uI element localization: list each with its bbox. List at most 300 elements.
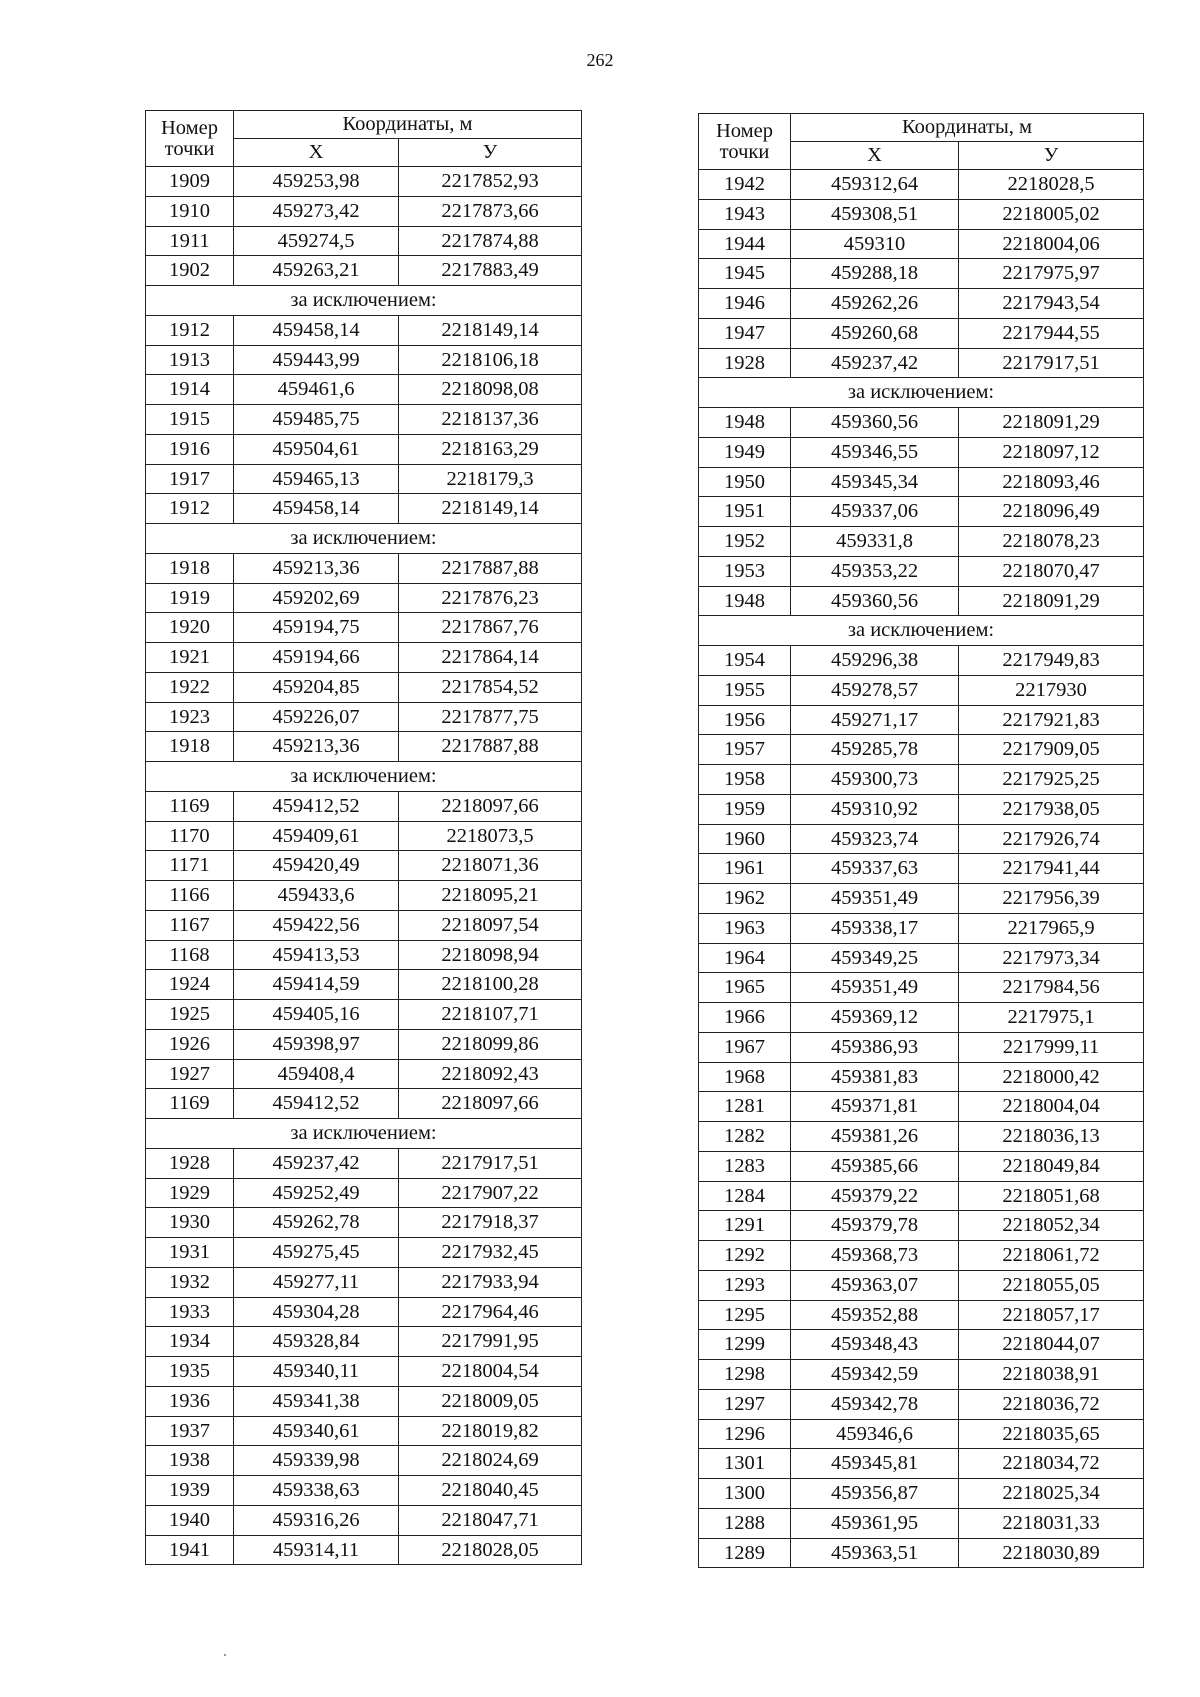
table-row xyxy=(699,348,1144,378)
table-row xyxy=(699,259,1144,289)
table-row xyxy=(699,467,1144,497)
y-coordinate-cell: 2217975,97 xyxy=(959,259,1144,289)
y-coordinate-cell: 2217864,14 xyxy=(399,643,582,673)
point-number-cell: 1921 xyxy=(146,643,234,673)
table-row xyxy=(699,1360,1144,1390)
table-row xyxy=(146,1327,582,1357)
table-row xyxy=(699,735,1144,765)
y-coordinate-cell: 2218073,5 xyxy=(399,821,582,851)
point-number-cell: 1299 xyxy=(699,1330,791,1360)
y-coordinate-cell: 2217876,23 xyxy=(399,583,582,613)
header-y: У xyxy=(959,142,1144,170)
header-point-label: точки xyxy=(164,137,215,160)
y-coordinate-cell: 2218106,18 xyxy=(399,345,582,375)
table-row xyxy=(146,1029,582,1059)
header-x: X xyxy=(791,142,959,170)
x-coordinate-cell: 459361,95 xyxy=(791,1508,959,1538)
point-number-cell: 1167 xyxy=(146,910,234,940)
point-number-cell: 1916 xyxy=(146,434,234,464)
x-coordinate-cell: 459386,93 xyxy=(791,1032,959,1062)
x-coordinate-cell: 459310 xyxy=(791,229,959,259)
y-coordinate-cell: 2218163,29 xyxy=(399,434,582,464)
x-coordinate-cell: 459338,17 xyxy=(791,913,959,943)
point-number-cell: 1948 xyxy=(699,408,791,438)
point-number-cell: 1959 xyxy=(699,794,791,824)
table-row xyxy=(146,315,582,345)
x-coordinate-cell: 459379,22 xyxy=(791,1181,959,1211)
y-coordinate-cell: 2218107,71 xyxy=(399,1000,582,1030)
point-number-cell: 1169 xyxy=(146,791,234,821)
x-coordinate-cell: 459363,51 xyxy=(791,1538,959,1568)
point-number-cell: 1281 xyxy=(699,1092,791,1122)
y-coordinate-cell: 2217932,45 xyxy=(399,1238,582,1268)
point-number-cell: 1931 xyxy=(146,1238,234,1268)
table-row xyxy=(699,646,1144,676)
x-coordinate-cell: 459342,78 xyxy=(791,1389,959,1419)
x-coordinate-cell: 459408,4 xyxy=(234,1059,399,1089)
table-row xyxy=(699,824,1144,854)
y-coordinate-cell: 2218040,45 xyxy=(399,1476,582,1506)
point-number-cell: 1965 xyxy=(699,973,791,1003)
point-number-cell: 1930 xyxy=(146,1208,234,1238)
table-row xyxy=(146,345,582,375)
y-coordinate-cell: 2217926,74 xyxy=(959,824,1144,854)
point-number-cell: 1927 xyxy=(146,1059,234,1089)
point-number-cell: 1297 xyxy=(699,1389,791,1419)
table-row xyxy=(699,973,1144,1003)
y-coordinate-cell: 2218031,33 xyxy=(959,1508,1144,1538)
x-coordinate-cell: 459271,17 xyxy=(791,705,959,735)
y-coordinate-cell: 2218097,66 xyxy=(399,1089,582,1119)
header-y: У xyxy=(399,139,582,167)
header-number-label: Номер xyxy=(161,117,218,139)
y-coordinate-cell: 2218099,86 xyxy=(399,1029,582,1059)
y-coordinate-cell: 2218093,46 xyxy=(959,467,1144,497)
x-coordinate-cell: 459458,14 xyxy=(234,494,399,524)
y-coordinate-cell: 2218019,82 xyxy=(399,1416,582,1446)
table-row xyxy=(699,170,1144,200)
exclusion-label: за исключением: xyxy=(146,286,582,316)
table-row xyxy=(146,553,582,583)
exclusion-row xyxy=(146,762,582,792)
x-coordinate-cell: 459420,49 xyxy=(234,851,399,881)
x-coordinate-cell: 459277,11 xyxy=(234,1267,399,1297)
table-row xyxy=(699,1241,1144,1271)
table-row xyxy=(699,854,1144,884)
y-coordinate-cell: 2217917,51 xyxy=(959,348,1144,378)
y-coordinate-cell: 2218095,21 xyxy=(399,881,582,911)
point-number-cell: 1966 xyxy=(699,1003,791,1033)
point-number-cell: 1928 xyxy=(146,1148,234,1178)
y-coordinate-cell: 2218036,13 xyxy=(959,1122,1144,1152)
y-coordinate-cell: 2218005,02 xyxy=(959,199,1144,229)
y-coordinate-cell: 2217873,66 xyxy=(399,196,582,226)
table-row xyxy=(146,1267,582,1297)
table-row xyxy=(699,1479,1144,1509)
table-row xyxy=(699,765,1144,795)
table-row xyxy=(146,167,582,197)
table-row xyxy=(146,613,582,643)
x-coordinate-cell: 459273,42 xyxy=(234,196,399,226)
table-row xyxy=(146,821,582,851)
point-number-cell: 1928 xyxy=(699,348,791,378)
x-coordinate-cell: 459339,98 xyxy=(234,1446,399,1476)
table-row xyxy=(146,940,582,970)
table-row xyxy=(146,1476,582,1506)
x-coordinate-cell: 459360,56 xyxy=(791,408,959,438)
y-coordinate-cell: 2217887,88 xyxy=(399,553,582,583)
point-number-cell: 1956 xyxy=(699,705,791,735)
table-row xyxy=(146,910,582,940)
y-coordinate-cell: 2217933,94 xyxy=(399,1267,582,1297)
point-number-cell: 1915 xyxy=(146,405,234,435)
table-row xyxy=(699,437,1144,467)
x-coordinate-cell: 459340,61 xyxy=(234,1416,399,1446)
y-coordinate-cell: 2218096,49 xyxy=(959,497,1144,527)
x-coordinate-cell: 459368,73 xyxy=(791,1241,959,1271)
point-number-cell: 1168 xyxy=(146,940,234,970)
exclusion-row xyxy=(146,1119,582,1149)
y-coordinate-cell: 2218091,29 xyxy=(959,408,1144,438)
y-coordinate-cell: 2217943,54 xyxy=(959,289,1144,319)
y-coordinate-cell: 2217854,52 xyxy=(399,672,582,702)
x-coordinate-cell: 459381,83 xyxy=(791,1062,959,1092)
point-number-cell: 1938 xyxy=(146,1446,234,1476)
x-coordinate-cell: 459312,64 xyxy=(791,170,959,200)
point-number-cell: 1922 xyxy=(146,672,234,702)
point-number-cell: 1301 xyxy=(699,1449,791,1479)
table-row xyxy=(699,1211,1144,1241)
point-number-cell: 1283 xyxy=(699,1151,791,1181)
point-number-cell: 1298 xyxy=(699,1360,791,1390)
x-coordinate-cell: 459342,59 xyxy=(791,1360,959,1390)
point-number-cell: 1940 xyxy=(146,1505,234,1535)
table-row xyxy=(699,794,1144,824)
table-row xyxy=(146,1416,582,1446)
point-number-cell: 1914 xyxy=(146,375,234,405)
header-point-number xyxy=(699,114,791,170)
header-x: X xyxy=(234,139,399,167)
point-number-cell: 1943 xyxy=(699,199,791,229)
header-row xyxy=(699,114,1144,142)
point-number-cell: 1935 xyxy=(146,1357,234,1387)
point-number-cell: 1911 xyxy=(146,226,234,256)
point-number-cell: 1932 xyxy=(146,1267,234,1297)
y-coordinate-cell: 2217956,39 xyxy=(959,884,1144,914)
table-row xyxy=(146,1297,582,1327)
x-coordinate-cell: 459465,13 xyxy=(234,464,399,494)
y-coordinate-cell: 2218030,89 xyxy=(959,1538,1144,1568)
point-number-cell: 1910 xyxy=(146,196,234,226)
y-coordinate-cell: 2218052,34 xyxy=(959,1211,1144,1241)
y-coordinate-cell: 2218057,17 xyxy=(959,1300,1144,1330)
table-row xyxy=(699,497,1144,527)
y-coordinate-cell: 2217938,05 xyxy=(959,794,1144,824)
point-number-cell: 1912 xyxy=(146,494,234,524)
x-coordinate-cell: 459323,74 xyxy=(791,824,959,854)
y-coordinate-cell: 2217907,22 xyxy=(399,1178,582,1208)
table-row xyxy=(699,318,1144,348)
x-coordinate-cell: 459202,69 xyxy=(234,583,399,613)
point-number-cell: 1929 xyxy=(146,1178,234,1208)
point-number-cell: 1289 xyxy=(699,1538,791,1568)
table-row xyxy=(146,702,582,732)
table-row xyxy=(146,1089,582,1119)
point-number-cell: 1291 xyxy=(699,1211,791,1241)
y-coordinate-cell: 2218097,54 xyxy=(399,910,582,940)
point-number-cell: 1955 xyxy=(699,675,791,705)
x-coordinate-cell: 459296,38 xyxy=(791,646,959,676)
exclusion-row xyxy=(146,524,582,554)
point-number-cell: 1968 xyxy=(699,1062,791,1092)
x-coordinate-cell: 459346,6 xyxy=(791,1419,959,1449)
table-row xyxy=(699,1300,1144,1330)
x-coordinate-cell: 459253,98 xyxy=(234,167,399,197)
table-row xyxy=(146,1148,582,1178)
table-row xyxy=(699,943,1144,973)
header-coordinates: Координаты, м xyxy=(791,114,1144,142)
table-row xyxy=(699,1330,1144,1360)
y-coordinate-cell: 2218070,47 xyxy=(959,556,1144,586)
x-coordinate-cell: 459331,8 xyxy=(791,527,959,557)
point-number-cell: 1920 xyxy=(146,613,234,643)
x-coordinate-cell: 459379,78 xyxy=(791,1211,959,1241)
y-coordinate-cell: 2218091,29 xyxy=(959,586,1144,616)
x-coordinate-cell: 459213,36 xyxy=(234,732,399,762)
y-coordinate-cell: 2217964,46 xyxy=(399,1297,582,1327)
x-coordinate-cell: 459363,07 xyxy=(791,1270,959,1300)
y-coordinate-cell: 2218004,54 xyxy=(399,1357,582,1387)
y-coordinate-cell: 2217973,34 xyxy=(959,943,1144,973)
point-number-cell: 1284 xyxy=(699,1181,791,1211)
point-number-cell: 1170 xyxy=(146,821,234,851)
x-coordinate-cell: 459405,16 xyxy=(234,1000,399,1030)
page-number: 262 xyxy=(586,50,614,70)
table-row xyxy=(146,226,582,256)
x-coordinate-cell: 459412,52 xyxy=(234,1089,399,1119)
x-coordinate-cell: 459371,81 xyxy=(791,1092,959,1122)
x-coordinate-cell: 459262,78 xyxy=(234,1208,399,1238)
y-coordinate-cell: 2218025,34 xyxy=(959,1479,1144,1509)
table-row xyxy=(146,970,582,1000)
x-coordinate-cell: 459443,99 xyxy=(234,345,399,375)
table-row xyxy=(699,675,1144,705)
table-row xyxy=(699,1449,1144,1479)
y-coordinate-cell: 2217944,55 xyxy=(959,318,1144,348)
x-coordinate-cell: 459356,87 xyxy=(791,1479,959,1509)
table-row xyxy=(146,672,582,702)
x-coordinate-cell: 459409,61 xyxy=(234,821,399,851)
point-number-cell: 1941 xyxy=(146,1535,234,1565)
point-number-cell: 1950 xyxy=(699,467,791,497)
point-number-cell: 1933 xyxy=(146,1297,234,1327)
table-row xyxy=(146,375,582,405)
x-coordinate-cell: 459252,49 xyxy=(234,1178,399,1208)
table-row xyxy=(699,1419,1144,1449)
table-row xyxy=(699,1003,1144,1033)
table-row xyxy=(699,1122,1144,1152)
y-coordinate-cell: 2218004,04 xyxy=(959,1092,1144,1122)
point-number-cell: 1961 xyxy=(699,854,791,884)
table-row xyxy=(146,1505,582,1535)
table-row xyxy=(146,405,582,435)
point-number-cell: 1945 xyxy=(699,259,791,289)
x-coordinate-cell: 459237,42 xyxy=(791,348,959,378)
x-coordinate-cell: 459304,28 xyxy=(234,1297,399,1327)
y-coordinate-cell: 2218004,06 xyxy=(959,229,1144,259)
x-coordinate-cell: 459381,26 xyxy=(791,1122,959,1152)
x-coordinate-cell: 459194,66 xyxy=(234,643,399,673)
x-coordinate-cell: 459237,42 xyxy=(234,1148,399,1178)
table-row xyxy=(146,583,582,613)
y-coordinate-cell: 2218051,68 xyxy=(959,1181,1144,1211)
y-coordinate-cell: 2217984,56 xyxy=(959,973,1144,1003)
point-number-cell: 1958 xyxy=(699,765,791,795)
x-coordinate-cell: 459316,26 xyxy=(234,1505,399,1535)
y-coordinate-cell: 2217883,49 xyxy=(399,256,582,286)
x-coordinate-cell: 459278,57 xyxy=(791,675,959,705)
point-number-cell: 1924 xyxy=(146,970,234,1000)
x-coordinate-cell: 459351,49 xyxy=(791,884,959,914)
table-row xyxy=(146,732,582,762)
point-number-cell: 1912 xyxy=(146,315,234,345)
table-row xyxy=(146,881,582,911)
table-row xyxy=(699,1538,1144,1568)
table-row xyxy=(699,1092,1144,1122)
y-coordinate-cell: 2217917,51 xyxy=(399,1148,582,1178)
x-coordinate-cell: 459328,84 xyxy=(234,1327,399,1357)
point-number-cell: 1944 xyxy=(699,229,791,259)
x-coordinate-cell: 459263,21 xyxy=(234,256,399,286)
y-coordinate-cell: 2217991,95 xyxy=(399,1327,582,1357)
x-coordinate-cell: 459226,07 xyxy=(234,702,399,732)
coordinates-table-left xyxy=(145,110,582,1565)
y-coordinate-cell: 2218049,84 xyxy=(959,1151,1144,1181)
point-number-cell: 1293 xyxy=(699,1270,791,1300)
x-coordinate-cell: 459310,92 xyxy=(791,794,959,824)
x-coordinate-cell: 459360,56 xyxy=(791,586,959,616)
point-number-cell: 1169 xyxy=(146,1089,234,1119)
x-coordinate-cell: 459422,56 xyxy=(234,910,399,940)
point-number-cell: 1296 xyxy=(699,1419,791,1449)
x-coordinate-cell: 459351,49 xyxy=(791,973,959,1003)
x-coordinate-cell: 459300,73 xyxy=(791,765,959,795)
table-row xyxy=(146,256,582,286)
x-coordinate-cell: 459275,45 xyxy=(234,1238,399,1268)
point-number-cell: 1300 xyxy=(699,1479,791,1509)
exclusion-label: за исключением: xyxy=(699,616,1144,646)
scan-speck xyxy=(224,1654,226,1656)
x-coordinate-cell: 459349,25 xyxy=(791,943,959,973)
x-coordinate-cell: 459345,34 xyxy=(791,467,959,497)
y-coordinate-cell: 2218044,07 xyxy=(959,1330,1144,1360)
x-coordinate-cell: 459260,68 xyxy=(791,318,959,348)
y-coordinate-cell: 2218034,72 xyxy=(959,1449,1144,1479)
point-number-cell: 1282 xyxy=(699,1122,791,1152)
x-coordinate-cell: 459340,11 xyxy=(234,1357,399,1387)
x-coordinate-cell: 459413,53 xyxy=(234,940,399,970)
table-row xyxy=(699,229,1144,259)
point-number-cell: 1962 xyxy=(699,884,791,914)
point-number-cell: 1946 xyxy=(699,289,791,319)
y-coordinate-cell: 2218061,72 xyxy=(959,1241,1144,1271)
y-coordinate-cell: 2218028,5 xyxy=(959,170,1144,200)
point-number-cell: 1288 xyxy=(699,1508,791,1538)
y-coordinate-cell: 2218098,08 xyxy=(399,375,582,405)
x-coordinate-cell: 459385,66 xyxy=(791,1151,959,1181)
y-coordinate-cell: 2217975,1 xyxy=(959,1003,1144,1033)
point-number-cell: 1964 xyxy=(699,943,791,973)
table-row xyxy=(699,586,1144,616)
table-row xyxy=(146,464,582,494)
x-coordinate-cell: 459194,75 xyxy=(234,613,399,643)
exclusion-label: за исключением: xyxy=(146,762,582,792)
x-coordinate-cell: 459314,11 xyxy=(234,1535,399,1565)
x-coordinate-cell: 459337,63 xyxy=(791,854,959,884)
point-number-cell: 1902 xyxy=(146,256,234,286)
y-coordinate-cell: 2218092,43 xyxy=(399,1059,582,1089)
point-number-cell: 1166 xyxy=(146,881,234,911)
x-coordinate-cell: 459346,55 xyxy=(791,437,959,467)
y-coordinate-cell: 2217941,44 xyxy=(959,854,1144,884)
exclusion-row xyxy=(699,378,1144,408)
coordinates-table-right xyxy=(698,113,1144,1568)
point-number-cell: 1942 xyxy=(699,170,791,200)
point-number-cell: 1960 xyxy=(699,824,791,854)
table-row xyxy=(699,1151,1144,1181)
y-coordinate-cell: 2218149,14 xyxy=(399,315,582,345)
x-coordinate-cell: 459213,36 xyxy=(234,553,399,583)
table-row xyxy=(146,1238,582,1268)
point-number-cell: 1917 xyxy=(146,464,234,494)
table-row xyxy=(146,494,582,524)
table-row xyxy=(146,1535,582,1565)
y-coordinate-cell: 2217949,83 xyxy=(959,646,1144,676)
y-coordinate-cell: 2218078,23 xyxy=(959,527,1144,557)
point-number-cell: 1954 xyxy=(699,646,791,676)
y-coordinate-cell: 2218024,69 xyxy=(399,1446,582,1476)
table-row xyxy=(699,705,1144,735)
y-coordinate-cell: 2217909,05 xyxy=(959,735,1144,765)
table-row xyxy=(699,1389,1144,1419)
x-coordinate-cell: 459369,12 xyxy=(791,1003,959,1033)
y-coordinate-cell: 2218047,71 xyxy=(399,1505,582,1535)
x-coordinate-cell: 459345,81 xyxy=(791,1449,959,1479)
x-coordinate-cell: 459398,97 xyxy=(234,1029,399,1059)
x-coordinate-cell: 459458,14 xyxy=(234,315,399,345)
y-coordinate-cell: 2218149,14 xyxy=(399,494,582,524)
point-number-cell: 1918 xyxy=(146,553,234,583)
point-number-cell: 1949 xyxy=(699,437,791,467)
point-number-cell: 1967 xyxy=(699,1032,791,1062)
x-coordinate-cell: 459353,22 xyxy=(791,556,959,586)
y-coordinate-cell: 2218097,66 xyxy=(399,791,582,821)
point-number-cell: 1957 xyxy=(699,735,791,765)
point-number-cell: 1952 xyxy=(699,527,791,557)
y-coordinate-cell: 2217930 xyxy=(959,675,1144,705)
y-coordinate-cell: 2217877,75 xyxy=(399,702,582,732)
point-number-cell: 1934 xyxy=(146,1327,234,1357)
table-row xyxy=(146,1059,582,1089)
point-number-cell: 1295 xyxy=(699,1300,791,1330)
point-number-cell: 1292 xyxy=(699,1241,791,1271)
exclusion-row xyxy=(146,286,582,316)
header-coordinates: Координаты, м xyxy=(234,111,582,139)
point-number-cell: 1913 xyxy=(146,345,234,375)
y-coordinate-cell: 2218036,72 xyxy=(959,1389,1144,1419)
x-coordinate-cell: 459414,59 xyxy=(234,970,399,1000)
point-number-cell: 1951 xyxy=(699,497,791,527)
